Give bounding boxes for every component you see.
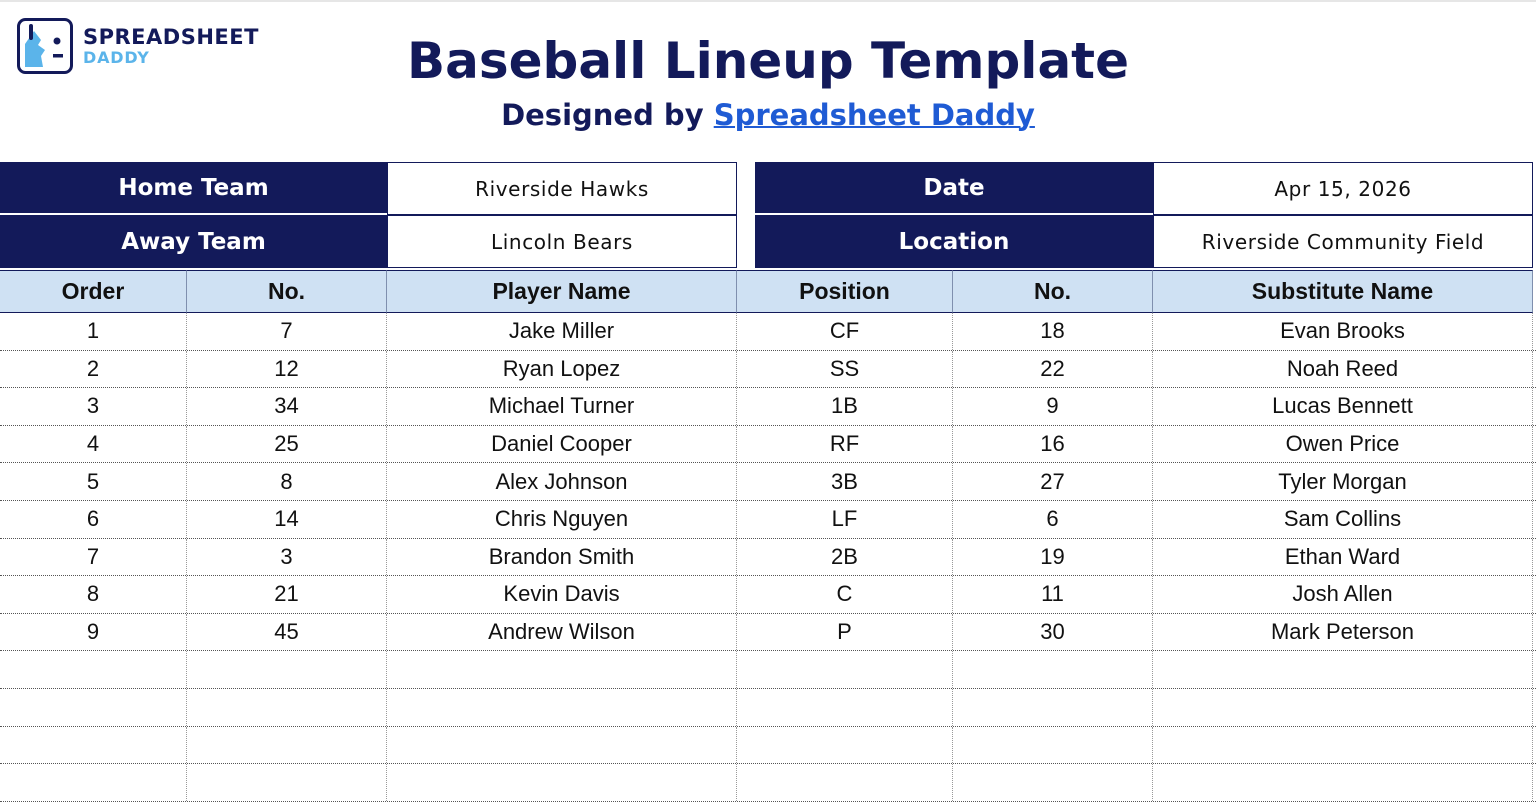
cell-player-name[interactable]: Brandon Smith bbox=[387, 539, 737, 576]
cell-position[interactable] bbox=[737, 689, 953, 726]
cell-substitute-name[interactable]: Josh Allen bbox=[1153, 576, 1533, 613]
table-row bbox=[0, 727, 1536, 765]
cell-sub-number[interactable]: 11 bbox=[953, 576, 1153, 613]
cell-player-name[interactable]: Michael Turner bbox=[387, 388, 737, 425]
cell-number[interactable] bbox=[187, 727, 387, 764]
cell-number[interactable] bbox=[187, 689, 387, 726]
cell-sub-number[interactable] bbox=[953, 727, 1153, 764]
table-row bbox=[0, 388, 1536, 426]
cell-order[interactable] bbox=[0, 764, 187, 801]
cell-player-name[interactable] bbox=[387, 727, 737, 764]
cell-sub-number[interactable]: 22 bbox=[953, 351, 1153, 388]
table-row bbox=[0, 576, 1536, 614]
cell-position[interactable]: 2B bbox=[737, 539, 953, 576]
location-value[interactable]: Riverside Community Field bbox=[1153, 215, 1533, 268]
cell-number[interactable]: 12 bbox=[187, 351, 387, 388]
table-row bbox=[0, 539, 1536, 577]
cell-substitute-name[interactable]: Owen Price bbox=[1153, 426, 1533, 463]
cell-player-name[interactable]: Jake Miller bbox=[387, 313, 737, 350]
cell-player-name[interactable]: Ryan Lopez bbox=[387, 351, 737, 388]
cell-substitute-name[interactable]: Sam Collins bbox=[1153, 501, 1533, 538]
column-header-substitute-name[interactable]: Substitute Name bbox=[1153, 270, 1533, 313]
cell-number[interactable] bbox=[187, 764, 387, 801]
cell-position[interactable]: P bbox=[737, 614, 953, 651]
cell-order[interactable]: 7 bbox=[0, 539, 187, 576]
cell-number[interactable]: 21 bbox=[187, 576, 387, 613]
home-team-label: Home Team bbox=[0, 162, 387, 215]
cell-order[interactable]: 6 bbox=[0, 501, 187, 538]
table-row bbox=[0, 351, 1536, 389]
column-header-number[interactable]: No. bbox=[187, 270, 387, 313]
cell-number[interactable]: 34 bbox=[187, 388, 387, 425]
table-row bbox=[0, 463, 1536, 501]
cell-position[interactable]: CF bbox=[737, 313, 953, 350]
cell-player-name[interactable] bbox=[387, 651, 737, 688]
cell-substitute-name[interactable]: Noah Reed bbox=[1153, 351, 1533, 388]
table-row bbox=[0, 651, 1536, 689]
table-row bbox=[0, 426, 1536, 464]
table-row bbox=[0, 501, 1536, 539]
cell-player-name[interactable] bbox=[387, 764, 737, 801]
column-header-position[interactable]: Position bbox=[737, 270, 953, 313]
column-header-player-name[interactable]: Player Name bbox=[387, 270, 737, 313]
cell-substitute-name[interactable] bbox=[1153, 764, 1533, 801]
table-row bbox=[0, 764, 1536, 802]
cell-sub-number[interactable]: 30 bbox=[953, 614, 1153, 651]
cell-number[interactable]: 45 bbox=[187, 614, 387, 651]
location-label: Location bbox=[755, 215, 1153, 268]
page-subtitle bbox=[0, 98, 1536, 132]
cell-player-name[interactable]: Kevin Davis bbox=[387, 576, 737, 613]
logo-text-secondary: DADDY bbox=[83, 48, 150, 67]
logo-text-primary: SPREADSHEET bbox=[83, 25, 259, 49]
cell-sub-number[interactable] bbox=[953, 764, 1153, 801]
cell-sub-number[interactable]: 18 bbox=[953, 313, 1153, 350]
home-team-value[interactable]: Riverside Hawks bbox=[387, 162, 737, 215]
cell-sub-number[interactable]: 27 bbox=[953, 463, 1153, 500]
page-title: Baseball Lineup Template bbox=[407, 32, 1129, 90]
cell-number[interactable]: 7 bbox=[187, 313, 387, 350]
table-row bbox=[0, 614, 1536, 652]
cell-order[interactable] bbox=[0, 651, 187, 688]
page-header bbox=[0, 0, 1536, 160]
cell-order[interactable]: 3 bbox=[0, 388, 187, 425]
table-row bbox=[0, 313, 1536, 351]
cell-substitute-name[interactable] bbox=[1153, 651, 1533, 688]
cell-player-name[interactable]: Chris Nguyen bbox=[387, 501, 737, 538]
column-header-order[interactable]: Order bbox=[0, 270, 187, 313]
cell-position[interactable]: 1B bbox=[737, 388, 953, 425]
subtitle-prefix: Designed by bbox=[501, 98, 714, 132]
cell-number[interactable]: 8 bbox=[187, 463, 387, 500]
cell-position[interactable]: C bbox=[737, 576, 953, 613]
cell-position[interactable]: SS bbox=[737, 351, 953, 388]
cell-number[interactable]: 3 bbox=[187, 539, 387, 576]
cell-position[interactable]: 3B bbox=[737, 463, 953, 500]
cell-order[interactable]: 1 bbox=[0, 313, 187, 350]
cell-sub-number[interactable] bbox=[953, 651, 1153, 688]
cell-sub-number[interactable]: 19 bbox=[953, 539, 1153, 576]
cell-substitute-name[interactable]: Tyler Morgan bbox=[1153, 463, 1533, 500]
cell-order[interactable] bbox=[0, 727, 187, 764]
away-team-label: Away Team bbox=[0, 215, 387, 268]
away-team-value[interactable]: Lincoln Bears bbox=[387, 215, 737, 268]
cell-order[interactable]: 5 bbox=[0, 463, 187, 500]
table-row bbox=[0, 689, 1536, 727]
cell-position[interactable] bbox=[737, 764, 953, 801]
date-value[interactable]: Apr 15, 2026 bbox=[1153, 162, 1533, 215]
cell-number[interactable]: 14 bbox=[187, 501, 387, 538]
cell-substitute-name[interactable]: Evan Brooks bbox=[1153, 313, 1533, 350]
cell-position[interactable] bbox=[737, 727, 953, 764]
cell-substitute-name[interactable]: Lucas Bennett bbox=[1153, 388, 1533, 425]
cell-number[interactable]: 25 bbox=[187, 426, 387, 463]
cell-player-name[interactable]: Andrew Wilson bbox=[387, 614, 737, 651]
cell-substitute-name[interactable]: Mark Peterson bbox=[1153, 614, 1533, 651]
cell-order[interactable]: 8 bbox=[0, 576, 187, 613]
cell-sub-number[interactable]: 6 bbox=[953, 501, 1153, 538]
cell-substitute-name[interactable] bbox=[1153, 727, 1533, 764]
spreadsheet-daddy-link[interactable]: Spreadsheet Daddy bbox=[713, 98, 1035, 132]
game-info-panel bbox=[0, 162, 1536, 268]
cell-number[interactable] bbox=[187, 651, 387, 688]
cell-position[interactable] bbox=[737, 651, 953, 688]
cell-order[interactable]: 9 bbox=[0, 614, 187, 651]
cell-order[interactable]: 4 bbox=[0, 426, 187, 463]
cell-player-name[interactable]: Alex Johnson bbox=[387, 463, 737, 500]
cell-sub-number[interactable] bbox=[953, 689, 1153, 726]
cell-position[interactable]: LF bbox=[737, 501, 953, 538]
cell-substitute-name[interactable] bbox=[1153, 689, 1533, 726]
cell-order[interactable] bbox=[0, 689, 187, 726]
column-header-sub-number[interactable]: No. bbox=[953, 270, 1153, 313]
cell-position[interactable]: RF bbox=[737, 426, 953, 463]
cell-player-name[interactable]: Daniel Cooper bbox=[387, 426, 737, 463]
cell-substitute-name[interactable]: Ethan Ward bbox=[1153, 539, 1533, 576]
cell-sub-number[interactable]: 9 bbox=[953, 388, 1153, 425]
cell-sub-number[interactable]: 16 bbox=[953, 426, 1153, 463]
cell-order[interactable]: 2 bbox=[0, 351, 187, 388]
table-header-row bbox=[0, 270, 1536, 313]
date-label: Date bbox=[755, 162, 1153, 215]
cell-player-name[interactable] bbox=[387, 689, 737, 726]
